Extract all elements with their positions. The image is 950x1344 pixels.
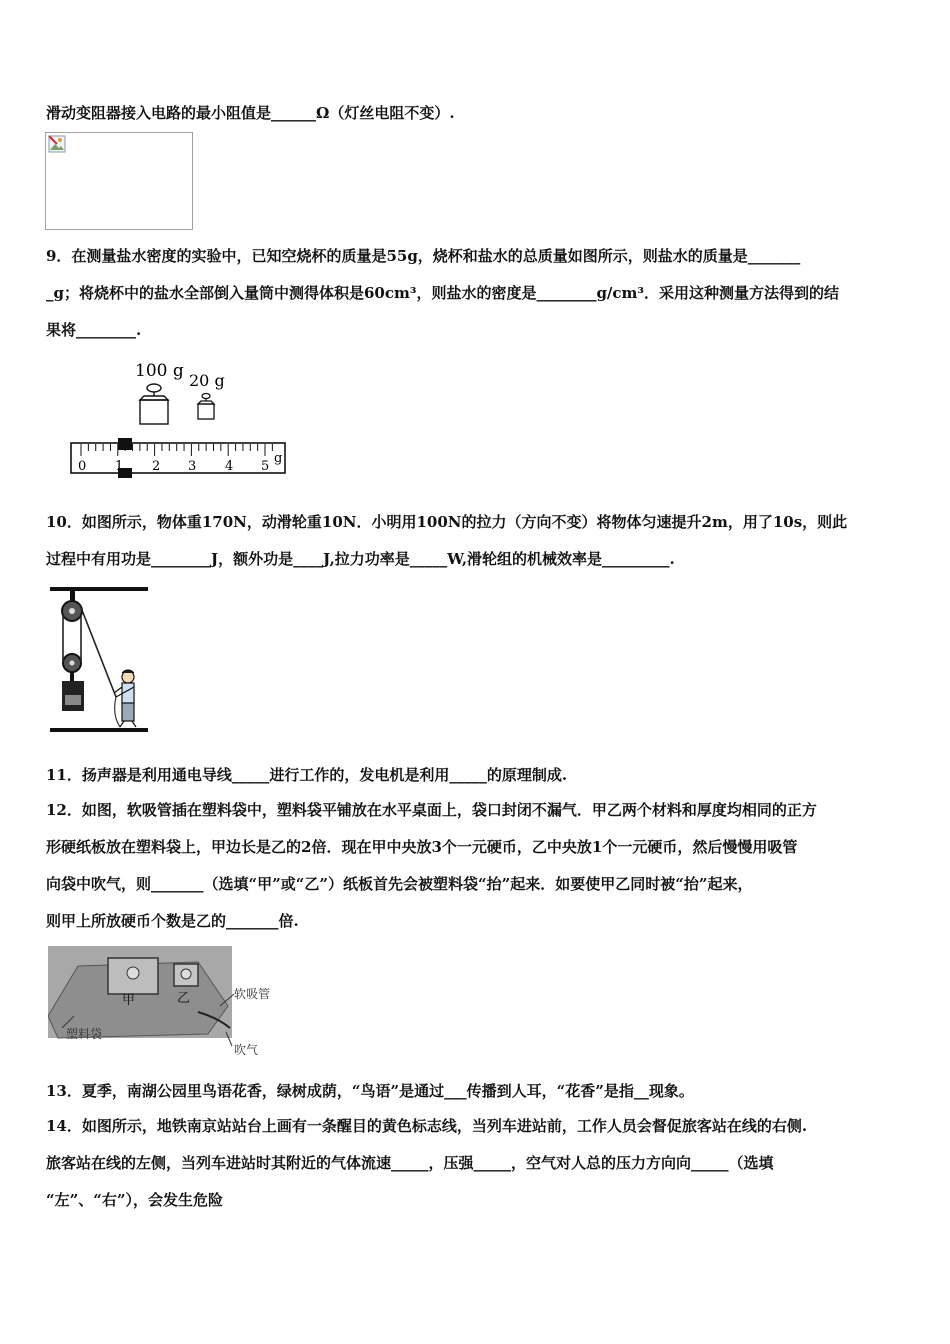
q12-line-1: 12．如图，软吸管插在塑料袋中，塑料袋平铺放在水平桌面上，袋口封闭不漏气．甲乙两个材料和厚度均相同的正方 [46,801,817,819]
scale-unit-label: g [274,451,283,466]
q12-line-4: 则甲上所放硬币个数是乙的_______倍. [46,912,299,930]
circuit-image-placeholder [45,132,193,230]
q14-line-1: 14．如图所示，地铁南京站站台上画有一条醒目的黄色标志线，当列车进站前，工作人员会督促旅客站在线的右侧. [46,1117,808,1135]
movable-pulley-icon [63,654,81,681]
load-block-icon [62,681,84,711]
label-bag: 塑料袋 [66,1027,103,1041]
tick-label-3: 3 [188,459,197,474]
ceiling-beam [50,587,148,591]
label-yi: 乙 [177,991,191,1006]
q9-line-3: 果将________. [46,321,142,339]
q14-line-2: 旅客站在线的左侧，当列车进站时其附近的气体流速_____，压强_____，空气对人总的压力方向向_____（选填 [46,1154,774,1172]
coin-stack-jia-icon [127,967,139,979]
fixed-pulley-icon [62,591,82,621]
weight-20g-label: 20 g [189,371,225,390]
balance-scale-figure [68,356,293,480]
rider-top [118,438,132,450]
q12-line-3: 向袋中吹气，则_______（选填“甲”或“乙”）纸板首先会被塑料袋“抬”起来．如要使甲乙同时被“抬”起来， [46,875,753,893]
tick-label-0: 0 [78,459,87,474]
coin-yi-icon [181,969,191,979]
scale-ruler [71,438,285,478]
tick-label-4: 4 [225,459,234,474]
weight-100g-label: 100 g [135,361,184,381]
person-pulling-icon [114,670,136,727]
tick-label-2: 2 [152,459,161,474]
q12-line-2: 形硬纸板放在塑料袋上，甲边长是乙的2倍．现在甲中央放3个一元硬币，乙中央放1个一元硬币，然后慢慢用吸管 [46,838,798,856]
label-straw: 软吸管 [234,987,271,1001]
q9-line-1: 9．在测量盐水密度的实验中，已知空烧杯的质量是55g，烧杯和盐水的总质量如图所示，则盐水的质量是_______ [46,247,801,265]
q10-line-2: 过程中有用功是________J，额外功是____J,拉力功率是_____W,滑轮组的机械效率是_________. [46,550,675,568]
broken-image-icon [48,135,66,153]
q10-line-1: 10．如图所示，物体重170N，动滑轮重10N．小明用100N的拉力（方向不变）将物体匀速提升2m，用了10s，则此 [46,513,848,531]
label-jia: 甲 [122,993,136,1008]
q11-line-1: 11．扬声器是利用通电导线_____进行工作的，发电机是利用_____的原理制成. [46,766,568,784]
tick-label-5: 5 [261,459,270,474]
tick-label-1: 1 [115,459,124,474]
weight-20g-icon [198,394,214,420]
q8-line-1: 滑动变阻器接入电路的最小阻值是______Ω（灯丝电阻不变）. [46,104,455,122]
q13-line-1: 13．夏季，南湖公园里鸟语花香，绿树成荫，“鸟语”是通过___传播到人耳，“花香”是指__现象。 [46,1082,694,1100]
weight-100g-icon [140,384,168,424]
floor-line [50,728,148,732]
label-blow: 吹气 [234,1043,259,1057]
plastic-bag-figure [48,946,273,1058]
q9-line-2: _g；将烧杯中的盐水全部倒入量筒中测得体积是60cm³，则盐水的密度是________g/cm³．采用这种测量方法得到的结 [46,284,839,302]
pulley-system-figure [50,585,150,735]
q14-line-3: “左”、“右”），会发生危险 [46,1191,224,1209]
